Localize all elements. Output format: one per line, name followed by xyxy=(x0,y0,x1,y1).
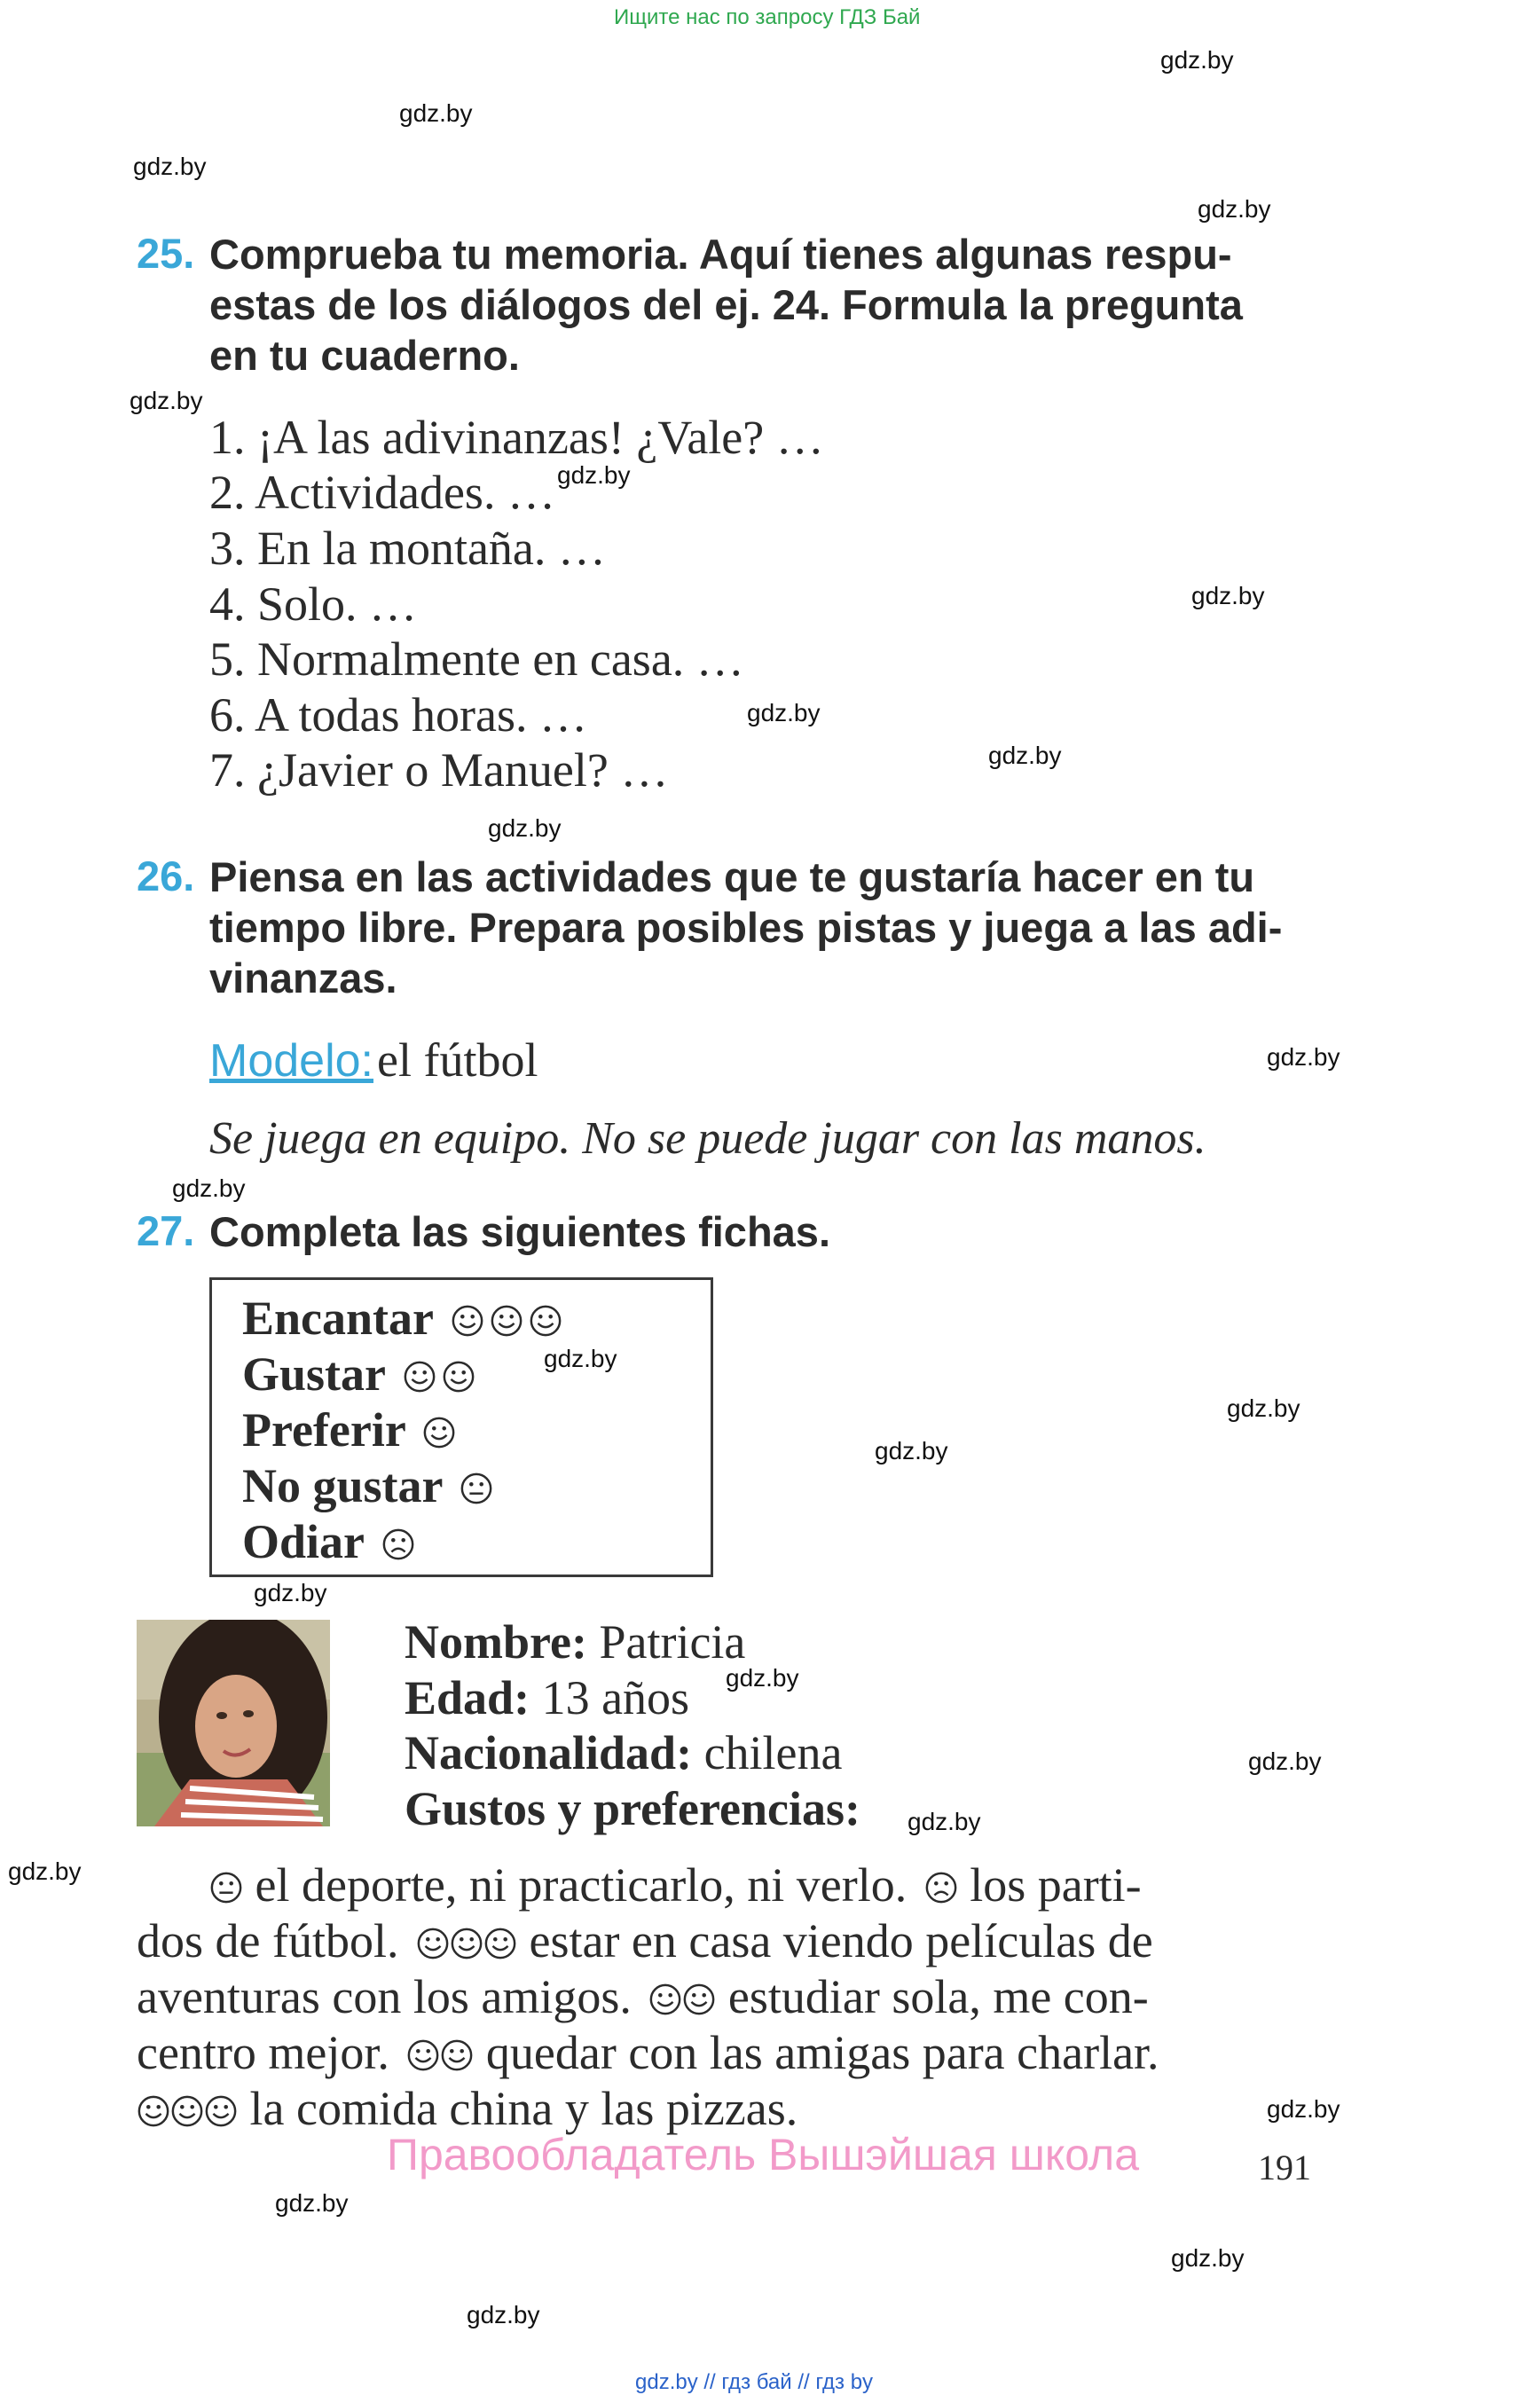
profile-preferences: Gustos y preferencias: xyxy=(405,1782,860,1835)
watermark: gdz.by xyxy=(254,1579,327,1606)
instruction-line: vinanzas. xyxy=(209,954,397,1001)
bottom-banner: gdz.by // гдз бай // гдз by xyxy=(635,2370,874,2394)
legend-row xyxy=(242,1291,562,1347)
watermark: gdz.by xyxy=(1198,195,1271,223)
watermark: gdz.by xyxy=(1191,582,1265,609)
exercise-number: 25. xyxy=(137,230,195,277)
legend-verb: Odiar xyxy=(242,1515,365,1568)
smile-icon xyxy=(490,1304,523,1338)
answer-item: 1. ¡A las adivinanzas! ¿Vale? … xyxy=(209,411,824,464)
watermark: gdz.by xyxy=(275,2189,349,2217)
smile-icon xyxy=(406,2038,440,2072)
exercise-instruction xyxy=(209,229,1243,381)
watermark: gdz.by xyxy=(172,1174,246,1202)
watermark: gdz.by xyxy=(1160,46,1234,74)
watermark: gdz.by xyxy=(130,387,203,414)
exercise-number: 27. xyxy=(137,1207,195,1254)
profile-name: Nombre: Patricia xyxy=(405,1615,746,1669)
profile-age: Edad: 13 años xyxy=(405,1671,690,1724)
smile-icon xyxy=(403,1360,436,1394)
watermark: gdz.by xyxy=(557,461,631,489)
legend-row xyxy=(242,1514,562,1570)
watermark: gdz.by xyxy=(1267,1043,1340,1071)
instruction-line: tiempo libre. Prepara posibles pistas y juega a las adi- xyxy=(209,904,1283,951)
neutral-face-icon xyxy=(209,1871,243,1904)
smile-icon xyxy=(204,2094,238,2128)
smile-icon xyxy=(440,2038,474,2072)
smile-icon xyxy=(416,1927,450,1960)
model-value: el fútbol xyxy=(377,1033,538,1087)
model-example: Se juega en equipo. No se puede jugar con las manos. xyxy=(209,1113,1206,1164)
paragraph-line: dos de fútbol. estar en casa viendo películas de xyxy=(137,1914,1153,1967)
model-label: Modelo: xyxy=(209,1035,373,1087)
smile-icon xyxy=(450,1927,483,1960)
exercise-instruction: Completa las siguientes fichas. xyxy=(209,1208,830,1255)
smile-icon xyxy=(422,1416,456,1449)
legend-row xyxy=(242,1458,562,1514)
top-banner: Ищите нас по запросу ГДЗ Бай xyxy=(614,5,921,29)
watermark: gdz.by xyxy=(747,699,821,726)
paragraph-line: el deporte, ni practicarlo, ni verlo. los parti- xyxy=(137,1857,1159,1913)
page-number: 191 xyxy=(1258,2148,1311,2187)
watermark: gdz.by xyxy=(1171,2244,1245,2272)
answer-item: 6. A todas horas. … xyxy=(209,688,587,742)
legend-box xyxy=(209,1277,713,1577)
sad-face-icon xyxy=(381,1527,415,1561)
watermark: gdz.by xyxy=(1227,1394,1300,1422)
watermark: gdz.by xyxy=(908,1808,981,1835)
sad-face-icon xyxy=(924,1871,958,1904)
watermark: gdz.by xyxy=(726,1664,799,1692)
exercise-number: 26. xyxy=(137,852,195,899)
paragraph-line: aventuras con los amigos. estudiar sola, me con- xyxy=(137,1970,1149,2023)
paragraph-line: centro mejor. quedar con las amigas para charlar. xyxy=(137,2026,1159,2079)
instruction-line: estas de los diálogos del ej. 24. Formula la pregunta xyxy=(209,281,1243,328)
watermark: gdz.by xyxy=(1267,2095,1340,2123)
paragraph-line: la comida china y las pizzas. xyxy=(137,2081,1159,2137)
watermark: gdz.by xyxy=(8,1857,82,1885)
instruction-line: Comprueba tu memoria. Aquí tienes algunas respu- xyxy=(209,231,1232,278)
watermark: gdz.by xyxy=(133,153,207,180)
answer-item: 3. En la montaña. … xyxy=(209,522,606,575)
answer-item: 4. Solo. … xyxy=(209,577,418,631)
watermark: gdz.by xyxy=(1248,1747,1322,1775)
watermark: gdz.by xyxy=(399,99,473,127)
exercise-instruction xyxy=(209,852,1282,1003)
watermark: gdz.by xyxy=(988,742,1062,769)
smile-icon xyxy=(483,1927,517,1960)
watermark: gdz.by xyxy=(488,814,562,842)
smile-icon xyxy=(137,2094,170,2128)
answer-item: 2. Actividades. … xyxy=(209,466,555,519)
smile-icon xyxy=(170,2094,204,2128)
legend-verb: Gustar xyxy=(242,1347,386,1401)
smile-icon xyxy=(451,1304,484,1338)
answer-item: 5. Normalmente en casa. … xyxy=(209,632,744,686)
instruction-line: en tu cuaderno. xyxy=(209,332,520,379)
watermark: gdz.by xyxy=(544,1345,617,1372)
legend-row xyxy=(242,1347,562,1402)
legend-verb: Preferir xyxy=(242,1403,405,1457)
profile-nationality: Nacionalidad: chilena xyxy=(405,1726,843,1779)
watermark: gdz.by xyxy=(467,2301,540,2328)
instruction-line: Piensa en las actividades que te gustaría hacer en tu xyxy=(209,853,1255,900)
preferences-paragraph xyxy=(137,1857,1159,2137)
model-row xyxy=(209,1033,538,1088)
smile-icon xyxy=(648,1983,682,2016)
legend-verb: Encantar xyxy=(242,1292,434,1345)
legend-row xyxy=(242,1402,562,1458)
rights-holder: Правообладатель Вышэйшая школа xyxy=(387,2130,1139,2179)
neutral-face-icon xyxy=(460,1472,493,1505)
watermark: gdz.by xyxy=(875,1437,948,1465)
legend-verb: No gustar xyxy=(242,1459,443,1512)
answer-item: 7. ¿Javier o Manuel? … xyxy=(209,743,669,797)
smile-icon xyxy=(682,1983,716,2016)
profile-photo xyxy=(137,1620,330,1826)
smile-icon xyxy=(442,1360,475,1394)
smile-icon xyxy=(529,1304,562,1338)
